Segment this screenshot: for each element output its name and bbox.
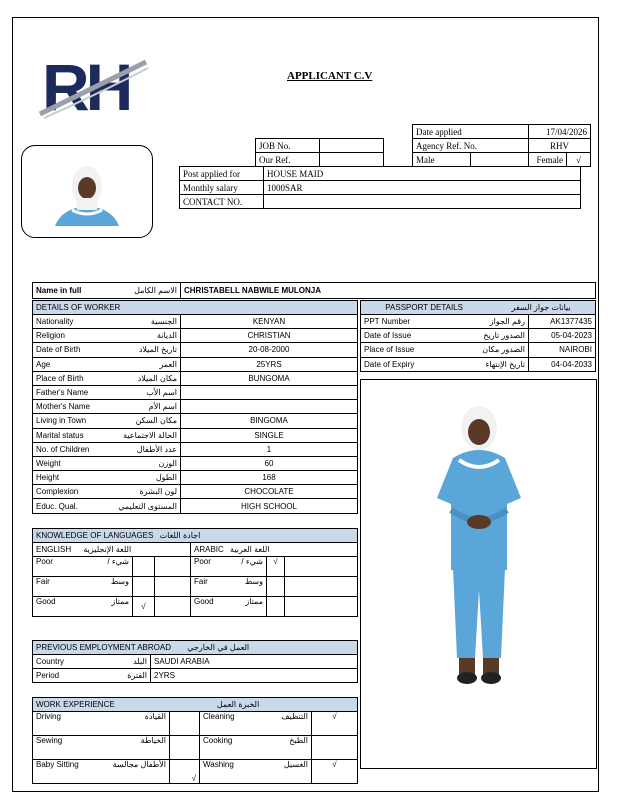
female-mark: √: [567, 153, 591, 167]
passport-value: 05-04-2023: [529, 329, 596, 343]
details-row: [33, 414, 358, 428]
agency-ref-label: Agency Ref. No.: [413, 139, 529, 153]
detail-value: [181, 400, 358, 414]
detail-label-ar: الديانة: [156, 331, 177, 341]
arabic-label-ar: اللغة العربية: [230, 545, 270, 554]
lang-ar-label-ar: شيء /: [241, 557, 263, 566]
passport-label: Date of Expiry: [364, 359, 415, 369]
skill-right-label: Cooking: [203, 736, 233, 745]
language-level-row: [33, 597, 358, 617]
name-value: CHRISTABELL NABWILE MULONJA: [181, 283, 596, 299]
details-row: [33, 485, 358, 499]
skill-right-mark: √: [312, 760, 358, 784]
passport-value: 04-04-2033: [529, 357, 596, 371]
passport-row: [361, 315, 596, 329]
lang-en-label-ar: وسط: [110, 577, 129, 586]
lang-ar-label-ar: وسط: [244, 577, 263, 586]
page-title: APPLICANT C.V: [287, 70, 373, 82]
detail-value: 1: [181, 442, 358, 456]
detail-label-ar: مكان الميلاد: [137, 373, 177, 383]
arabic-mark: [267, 597, 285, 617]
post-value: HOUSE MAID: [264, 167, 581, 181]
skill-right-mark: [312, 736, 358, 760]
name-row: [32, 282, 596, 299]
detail-label: Mother's Name: [36, 402, 90, 412]
skill-right-label: Cleaning: [203, 712, 235, 721]
detail-value: CHOCOLATE: [181, 485, 358, 499]
details-row: [33, 456, 358, 470]
skill-left-label-ar: الخياطة: [140, 736, 166, 745]
applicant-photo-small: [21, 145, 153, 238]
detail-label: Age: [36, 359, 51, 369]
passport-label-ar: رقم الجواز: [489, 317, 525, 327]
salary-label: Monthly salary: [180, 181, 264, 195]
detail-value: BUNGOMA: [181, 371, 358, 385]
agency-logo: [38, 48, 150, 124]
english-mark: [133, 577, 155, 597]
detail-value: 25YRS: [181, 357, 358, 371]
lang-ar-label: Good: [194, 597, 214, 606]
period-value: 2YRS: [151, 669, 358, 683]
detail-label-ar: مكان السكن: [135, 416, 177, 426]
employment-title-ar: العمل في الخارجي: [187, 643, 250, 652]
detail-value: 60: [181, 456, 358, 470]
country-label: Country: [36, 657, 65, 666]
male-mark: [471, 153, 529, 167]
job-no-value: [320, 139, 384, 153]
job-block: [255, 138, 384, 167]
detail-label: Complexion: [36, 487, 79, 497]
english-label: ENGLISH: [36, 545, 72, 554]
contact-label: CONTACT NO.: [180, 195, 264, 209]
period-label: Period: [36, 671, 60, 680]
languages-title: KNOWLEDGE OF LANGUAGES: [36, 531, 154, 540]
country-label-ar: البلد: [133, 657, 147, 666]
detail-value: 20-08-2000: [181, 343, 358, 357]
detail-label: Living in Town: [36, 416, 87, 426]
skill-right-label: Washing: [203, 760, 234, 769]
experience-table: [32, 697, 358, 784]
lang-ar-label-ar: ممتاز: [245, 597, 263, 606]
detail-label: Place of Birth: [36, 373, 84, 383]
detail-value: [181, 385, 358, 399]
skill-left-mark: √: [170, 760, 200, 784]
experience-title: WORK EXPERIENCE: [36, 700, 115, 709]
agency-ref-value: RHV: [529, 139, 591, 153]
details-row: [33, 400, 358, 414]
english-mark: [133, 557, 155, 577]
period-label-ar: الفترة: [127, 671, 147, 680]
details-row: [33, 357, 358, 371]
details-row: [33, 315, 358, 329]
detail-value: KENYAN: [181, 315, 358, 329]
post-block: [179, 166, 581, 209]
name-label: Name in full: [36, 286, 82, 295]
employment-title: PREVIOUS EMPLOYMENT ABROAD: [36, 643, 171, 652]
passport-title: PASSPORT DETAILS: [385, 303, 463, 312]
details-row: [33, 343, 358, 357]
skill-right-label-ar: الطبخ: [289, 736, 308, 745]
detail-label: Father's Name: [36, 388, 89, 398]
date-applied-value: 17/04/2026: [529, 125, 591, 139]
details-row: [33, 428, 358, 442]
passport-label: PPT Number: [364, 317, 411, 327]
details-row: [33, 442, 358, 456]
passport-row: [361, 329, 596, 343]
employment-table: [32, 640, 358, 683]
date-applied-label: Date applied: [413, 125, 529, 139]
detail-label: Marital status: [36, 430, 84, 440]
detail-value: HIGH SCHOOL: [181, 499, 358, 513]
detail-label-ar: عدد الأطفال: [136, 444, 177, 454]
details-row: [33, 385, 358, 399]
lang-en-label: Good: [36, 597, 56, 606]
contact-value: [264, 195, 581, 209]
detail-label-ar: الوزن: [158, 458, 177, 468]
languages-title-ar: اجادة اللغات: [159, 531, 201, 540]
male-label: Male: [413, 153, 471, 167]
passport-label-ar: الصدور مكان: [482, 345, 525, 355]
detail-label-ar: الحالة الاجتماعية: [123, 430, 177, 440]
lang-en-label-ar: ممتاز: [111, 597, 129, 606]
skill-left-label: Driving: [36, 712, 61, 721]
detail-label-ar: الجنسية: [150, 317, 177, 327]
arabic-label: ARABIC: [194, 545, 224, 554]
detail-label-ar: لون البشرة: [139, 487, 177, 497]
detail-label: Nationality: [36, 317, 74, 327]
passport-value: AK1377435: [529, 315, 596, 329]
detail-label-ar: العمر: [159, 359, 177, 369]
detail-label: Religion: [36, 331, 65, 341]
details-row: [33, 499, 358, 513]
lang-en-label: Poor: [36, 557, 53, 566]
details-title: DETAILS OF WORKER: [33, 301, 358, 315]
our-ref-label: Our Ref.: [256, 153, 320, 167]
detail-value: CHRISTIAN: [181, 329, 358, 343]
detail-label-ar: الطول: [155, 473, 177, 483]
experience-row: [33, 712, 358, 736]
passport-value: NAIROBI: [529, 343, 596, 357]
arabic-mark: [267, 577, 285, 597]
language-level-row: [33, 557, 358, 577]
experience-row: [33, 736, 358, 760]
lang-ar-label: Poor: [194, 557, 211, 566]
job-no-label: JOB No.: [256, 139, 320, 153]
passport-row: [361, 343, 596, 357]
detail-label-ar: اسم الأب: [146, 388, 177, 398]
lang-en-label: Fair: [36, 577, 50, 586]
logo-graphic: [38, 48, 150, 124]
skill-left-label-ar: الأطفال مجالسة: [112, 760, 166, 769]
lang-ar-label: Fair: [194, 577, 208, 586]
skill-left-mark: [170, 736, 200, 760]
country-value: SAUDI ARABIA: [151, 655, 358, 669]
detail-label: Weight: [36, 458, 61, 468]
skill-right-label-ar: التنظيف: [281, 712, 308, 721]
language-level-row: [33, 577, 358, 597]
female-label: Female: [529, 153, 567, 167]
passport-label: Date of Issue: [364, 331, 412, 341]
detail-value: BINGOMA: [181, 414, 358, 428]
salary-value: 1000SAR: [264, 181, 581, 195]
name-label-ar: الاسم الكامل: [134, 286, 177, 295]
skill-left-mark: [170, 712, 200, 736]
date-block: [412, 124, 591, 167]
passport-row: [361, 357, 596, 371]
passport-label-ar: تاريخ الإنتهاء: [485, 359, 525, 369]
details-row: [33, 371, 358, 385]
details-table: [32, 300, 358, 514]
detail-label: No. of Children: [36, 444, 90, 454]
passport-label: Place of Issue: [364, 345, 415, 355]
detail-label: Educ. Qual.: [36, 501, 78, 511]
skill-right-mark: √: [312, 712, 358, 736]
our-ref-value: [320, 153, 384, 167]
applicant-photo-full: [360, 379, 597, 769]
skill-left-label-ar: القيادة: [144, 712, 166, 721]
english-label-ar: اللغة الإنجليزية: [83, 545, 132, 554]
experience-title-ar: الخبرة العمل: [216, 700, 260, 709]
detail-label-ar: المستوى التعليمي: [118, 501, 177, 511]
details-row: [33, 471, 358, 485]
skill-left-label: Baby Sitting: [36, 760, 79, 769]
detail-label-ar: اسم الأم: [148, 402, 177, 412]
detail-label: Height: [36, 473, 60, 483]
details-row: [33, 329, 358, 343]
detail-label-ar: تاريخ الميلاد: [138, 345, 177, 355]
lang-en-label-ar: شيء /: [107, 557, 129, 566]
post-label: Post applied for: [180, 167, 264, 181]
passport-table: [360, 300, 596, 372]
languages-table: [32, 528, 358, 617]
skill-left-label: Sewing: [36, 736, 63, 745]
logo-letters: RH: [42, 50, 130, 124]
skill-right-label-ar: الغسيل: [283, 760, 308, 769]
experience-row: [33, 760, 358, 784]
arabic-mark: √: [267, 557, 285, 577]
english-mark: √: [133, 597, 155, 617]
passport-label-ar: الصدور تاريخ: [483, 331, 525, 341]
detail-label: Date of Birth: [36, 345, 81, 355]
detail-value: 168: [181, 471, 358, 485]
passport-title-ar: بيانات جواز السفر: [511, 303, 571, 312]
detail-value: SINGLE: [181, 428, 358, 442]
